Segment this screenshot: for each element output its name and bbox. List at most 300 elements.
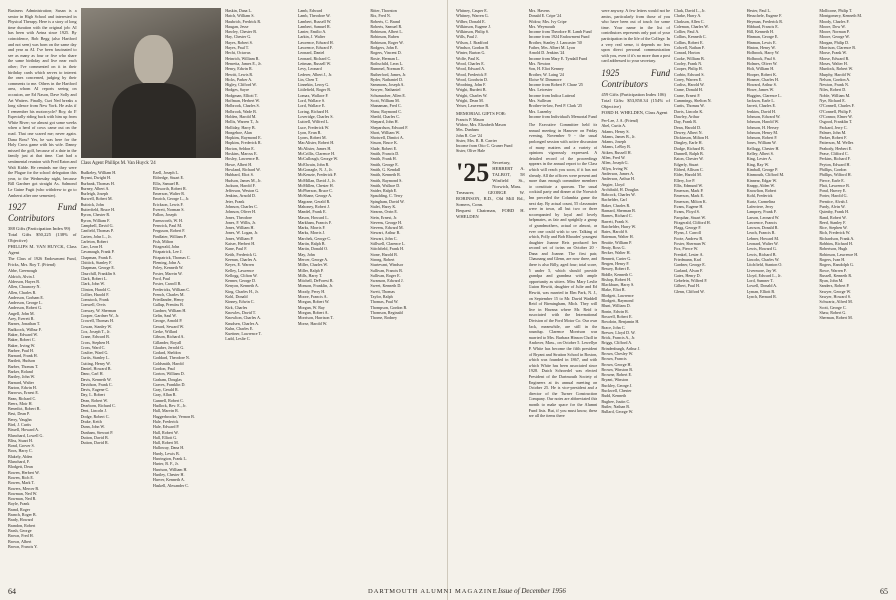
right-column-1 [456,8,525,588]
list-item: Brother, Stanley J. Lancaster '30 [528,39,582,45]
list-item: Graves, Franklin D. [152,381,186,387]
list-item: Son, H. Eliot Kenney [528,66,564,72]
list-item: Robinson, Ruben [370,34,399,40]
list-item: Gordon, Paul [152,365,175,371]
list-item: Bugbee, Justin C. [601,398,631,404]
list-item: Becker, Walter H. [601,250,631,256]
list-item: Corey, Warren E. [674,76,703,82]
list-item: Lord, Wallace S. [297,98,326,104]
list-item: Byron, Chester R. [80,212,111,218]
list-item: Wilson, J. Bradford [456,39,489,45]
list-item: Eldred, Allison C. [674,166,704,172]
list-item: Hall, Marvin R. [152,408,179,414]
list-item: Kaiser, Herbert H. [225,241,256,247]
list-item: Sanders, Robert P. [819,283,850,289]
list-item: Ferguson, Robert F. [152,228,186,234]
list-item: Shaw, Raymond C. [370,108,402,114]
list-item: Brown, Fred H. [8,533,34,539]
page-footer [0,584,896,598]
list-item: Dearborn, Richard C. [80,403,116,409]
list-item: Badkcock, Wilbur F. [8,326,42,332]
list-item: Gunnell, Robert C. [152,397,185,403]
list-item: Thomas, Paul W. [370,299,399,305]
list-item: Comstock, Frank [80,297,109,303]
list-item: Buttrick, John [80,201,104,207]
list-item: Holbrook, Charles S. [225,103,260,109]
list-item: Brick, Francis A., Jr. [601,335,636,341]
list-item: McKenzie, Frederick P. [297,172,337,178]
list-item: Fitzpatrick, Lee J. [152,249,183,255]
list-item: Bowen, Herbert W. [8,469,40,475]
list-item: Horton, Seldon E. [225,145,255,151]
list-item: Brindenburgh, Arthur J. [601,345,641,351]
list-item: Holmes, Oliver W. [746,60,778,66]
list-item: Rogers, Vincent D. [370,50,402,56]
list-item: Baker, Irving W. [8,342,36,348]
list-item: Budd, Kenneth [601,393,627,399]
list-item: Peyton, Edward H. [819,161,851,167]
list-item: Cooper, Gardner W., Jr. [80,313,120,319]
fund-heading-1925: 1925 Fund Contributors [601,67,671,89]
list-item: Clinton, Harold C. [80,286,112,292]
list-item: Bates, Harold S. [601,229,629,235]
list-item: Rodgers, John E. [370,45,399,51]
list-item: Collins, Robert E. [674,39,704,45]
list-item: Barnes, Richard C. [601,213,633,219]
list-item: Lettman, Russell W. [297,60,332,66]
list-item: Morrison, Harrison T. [297,315,334,321]
list-item: Brady, Howard [8,517,33,523]
list-item: Per-Lee, J. A. (Friend) [601,117,639,123]
list-item: Wilber, Donald E. [456,18,486,24]
list-item: Davidson, Frank C. [80,381,113,387]
list-item: Godard, Sheldon [152,350,181,356]
list-item: Emrich, George L., Jr. [152,196,190,202]
list-item: Howe, Albert H. [225,161,253,167]
list-item: O'Connell, Philip F. [819,108,852,114]
list-item: Budkeley, William H. [80,170,117,175]
list-item: Alderson, Hayes B. [8,278,41,284]
list-item: Shedd, Charles C. [370,113,400,119]
list-item: Gilbert, Paul H. [674,283,700,289]
list-item: Lawson, Donald R. [746,225,779,231]
list-item: Boswell, Robert E. [601,313,633,319]
list-item: Brown, Francis [601,356,627,362]
list-item: Martin, Donald O. [297,246,329,252]
list-item: Lewis, Richard B. [746,251,777,257]
list-item: Cowan, Stanley W. [80,323,112,329]
list-item: Lowell, Donald A. [746,283,778,289]
list-item: Lyman, Elliott B. [746,288,776,294]
list-item: Mollicone, Philip T. [819,8,853,13]
class-notes-text: Business Administration; Susan is a senior in High School and interested in Physical Therapy. Here is a story of long time duration with the original job: AI has been with Aetna since 1925. By coincidence, Bob Begg (also Hartford and not seen) was born on the same day and year as AI. I've been fascinated to see as many as four or five who share the same birthday and live near each other; I've commented on it in their birthday cards which serves to interest the ones concerned, judging by their comments to me. Others in the Hartford area, whom AI reports seeing on occasion, are Ed Nason, Dave Solly and Art Watters. Finally, Curt Ned breaks a long silence from New York. He asks if I remember his motorcycle? Boy, do I! Especially riding back with him up from White River; we almost got some weeks when a herd of cows came out on the road. That one scared me; never again. Dana Boss? Yes, he was here for the Holy Cross game with his wife. Danny missed the golf, because of a date in the family just at that time. Curt had a sentimental reunion with Fred Eaton and Walt Kidde. He reminds me they were the Plague for the school delegation this year, to the Wednesday night, because Bill Gardner got straight As. Salmond Le Guine Fugit (who withdrew to go to Amherst after one semester). [8,8,77,198]
list-item: Byron, William F. [80,217,111,223]
list-item: Goddard, Theodore N. [152,355,190,361]
list-item: Higley, Clifford W. [225,82,257,88]
list-item: Hale, Frederick [152,418,179,424]
fund-gifts: 459 Gifts (Participation Index 106) [601,91,666,97]
list-item: Haskin, Dana L. [225,8,253,13]
list-item: Stevens, Edward M. [370,225,404,231]
list-item: Cooper, Philip H. [674,66,703,72]
list-item: Buckwell, Chester [601,388,632,394]
list-item: Mitchell, DeForest B. [297,278,334,284]
list-item: Frenkel, Lester A. [674,251,704,257]
fund-total: Total Gifts: $53,850.34 (154% of Objective) [601,97,671,109]
right-page-number: 65 [880,586,888,596]
list-item: Campbell, David G. [80,222,114,228]
list-item: Fallon, Joseph [152,212,177,218]
list-item: Moore, Dow W. [819,23,846,29]
list-item: Branch, Roger B. [8,512,37,518]
list-item: Cutting, Henry W. [80,360,111,366]
list-item: Dunnell, Ralph B. [674,151,704,157]
list-item: Miller, Ralph P. [297,267,324,273]
list-item: Swanson, Edward J. [370,278,404,284]
name-list [8,268,77,549]
list-item: Thompson, Gordon B. [370,304,408,310]
list-item: Heyman, Frederick R. [746,18,784,24]
list-item: George, Arnold P. [152,318,183,324]
list-item: Mrs. Sullivan [528,98,551,104]
list-item: Arnold D. Jenkins '24 [528,50,565,56]
list-item: Spingham, David W. [370,198,405,204]
list-item: Larson, Leonard W. [746,214,780,220]
list-item: Rogers, Randolph G. [819,262,854,268]
list-item: Robinson, Lawrence H. [819,251,859,257]
list-item: Bowman, Ned W. [8,490,38,496]
list-item: Miller, Charles W. [297,262,328,268]
list-item: Ladd, Leslie C. [225,336,251,342]
list-item: Gibson, Richard A. [152,334,185,340]
list-item: Kinney, Edwin C. [225,299,255,305]
list-item: Holbrook, Paul S. [746,55,777,61]
list-item: Harrington, Frank L. [152,456,188,462]
list-item: Ryan, John M. [819,278,844,284]
list-item: Lawrence, Edward F. [297,45,333,51]
list-item: Litchfield, Stanton O. [746,262,783,268]
list-item: Phillips, Wilford H. [819,172,852,178]
list-item: Cummings, Shelton N. [674,98,712,104]
list-item: Morgan, W. Ray [297,304,325,310]
photo-face [134,35,173,86]
list-item: Brash, George [8,527,32,533]
list-item: Kimball, George P. [746,166,778,172]
list-item: O'Connell, Charles F. [819,103,855,109]
list-item: Winter, Burton G. [456,50,486,56]
list-item: Chapman, Frank E. [80,254,113,260]
list-item: Brace, John C. [601,324,626,330]
list-item: Baker, Edward W. [8,331,38,337]
list-item: Abbe, Greenough [8,268,38,274]
list-item: Yeiser, Lawrence B. [456,103,490,109]
list-item: Hoffman, Herbert W. [225,98,260,104]
list-item: Fox, Pierce W. [674,246,699,252]
list-item: Brandon, Robert [8,522,36,528]
list-item: Emerson, Mark E. [674,193,705,199]
right-column-3 [601,8,670,588]
list-item: Bennett, Carter G. [601,255,632,261]
list-item: Richardson, Frank A. [819,235,855,241]
list-item: Hopkins, Raymond E. [225,135,262,141]
list-item: Archibald, H. Douglas [601,186,639,192]
list-item: Hay, Chester G. [225,34,252,40]
list-item: Ellis, Samuel B. [152,180,180,186]
list-item: Whitney, Warren G. [456,13,489,19]
list-item: Hosmer, Charles H. [746,76,780,82]
list-item: Hubbard, Eliot S. [225,172,254,178]
list-item: Corliss, Harold W. [674,82,705,88]
list-item: Collier, Harold F. [80,291,110,297]
list-item: Dawley, Arthur [674,113,700,119]
list-item: McCullough, George W. [297,156,338,162]
list-item: Curtis, Stanley L. [80,355,110,361]
list-item: Bryant, Dwight H. [80,175,112,181]
list-item: Roberts, C. Brand [370,18,400,24]
list-item: Stewart, Arthur B. [370,230,401,236]
list-item: Peabody, Herbert E. [819,145,853,151]
list-item: Clark, John W. [80,281,105,287]
list-item: Luce, Frederick W. [297,124,330,130]
list-item: Lewis, Howard G. [746,246,777,252]
list-item: Kohl, Donald [225,294,248,300]
list-item: Barker, Roland [8,369,33,375]
list-item: Cooley, Frank N. [674,60,703,66]
list-item: Hudson, James M., Jr. [225,177,262,183]
list-item: Jeter, Frank [225,198,245,204]
class-notes-text: were anyway. A few letters would not be amiss, particularly from those of you who have been out of touch for some time. Your name in the list of contributors represents only part of your participation in the life of the College. In a very real sense, it depends no less upon direct personal communication with you, even if it's no more than a post card addressed to your secretary. [601,8,671,64]
list-item: Mahoney, Robert J. [297,203,330,209]
list-item: Nelson, Gordon A. [819,76,851,82]
list-item: Kelley, Albert S. [746,151,774,157]
list-item: Conrad, Horton [674,50,700,56]
list-item: Sullivan, Roger E. [370,272,401,278]
list-item: Davis, Lincoln K. [674,108,704,114]
list-item: Shotwell, Dimitri A. [370,135,404,141]
list-item: Roberts, Samuel R. [370,23,403,29]
list-item: Clark, David L., Jr. [674,8,706,13]
list-item: Jones, F. Willis, Jr. [225,219,256,225]
list-item: Jefferson, Weston G. [225,188,260,194]
list-item: Harrison, William H. [152,466,188,472]
list-item: Smith, Wallace D. [370,182,401,188]
list-item: Bond, Grover S. [8,443,35,449]
list-item: Allen, Fred W. [601,155,626,161]
list-item: Barnard, Sherman B. [601,207,636,213]
left-column-5 [298,8,367,588]
list-item: Clark, Robert L. [80,275,108,281]
list-item: Murphy, Harold W. [819,71,852,77]
list-item: Bliss, Stuart H. [8,437,34,443]
list-item: Dano, Carl H. [80,371,104,377]
list-item: Bowdoin, Benjamin H. [601,319,640,325]
list-item: Schwartz, Alfred M. [819,299,853,305]
list-item: Linnekin, Leroy G. [297,82,330,88]
list-item: Swett, Thomas [370,288,395,294]
list-item: Biddle, Kenneth C. [601,271,633,277]
list-item: Garland, Alvan F. [674,267,704,273]
list-intro: The Class of 1926 Endowment Fund, Fricks, Mrs. Roy T. (Friend) [8,256,77,267]
list-item: Dickinson, Milton H. [674,135,710,141]
list-item: Bowen, Mark T. [8,480,35,486]
list-item: Eloise W. Dinsmore [528,76,562,82]
list-item: Jackson, Earle L. [746,98,775,104]
list-item: Leach, Francis R. [746,230,776,236]
list-item: Lin, Chen T. [297,76,319,82]
list-item: Murdock, Robert W. [819,66,854,72]
list-item: Blakely, Alden [8,453,33,459]
list-item: Loveridge, Charles S. [297,113,334,119]
list-item: Gebelein, Wilfred F. [674,278,708,284]
magazine-title: DARTMOUTH ALUMNI MAGAZINE [368,587,498,595]
list-item: Short, William W. [370,129,400,135]
list-item: Knudsen, Charles A. [225,320,260,326]
list-item: Lord, Wallace E. [297,103,326,109]
name-list [370,8,439,321]
list-item: Flynn, J. Carroll [674,230,701,236]
list-item: Kohl, Frederick [746,193,773,199]
list-item: Mandel, Frank E. [297,209,327,215]
list-item: Allen, Charles R. [8,289,37,295]
list-item: Hall, Robert M. [152,440,179,446]
list-item: Batchelder, Harry W. [601,223,636,229]
list-item: Lord, Sumner T. [746,278,774,284]
list-item: Donald E. Cripe '24 [528,13,562,19]
list-item: Knowlton, Charles A. [225,315,261,321]
right-column-2 [529,8,598,588]
list-item: Lyon, Evan R. [297,129,322,135]
list-item: Hecht, Octavus [225,50,251,56]
list-item: Kinnear, Edgar W. [746,177,777,183]
list-item: Levy, Leonard [297,66,322,72]
list-item: Hawley, Chester B. [225,29,258,35]
list-item: Palmer, John M. [819,129,847,135]
list-item: Ryder, Nathaniel D. [370,76,404,82]
list-item: Jones, W. Logan, Jr. [225,230,259,236]
list-item: Holt, William H. [746,66,775,72]
list-item: Halloway, Dana H. [152,445,185,451]
list-item: Hinman, Lewis E. [746,39,777,45]
list-item: Morse, Frank W. [819,50,847,56]
list-item: McAlister, James H. [297,145,332,151]
list-item: Haubrich, Fredrick R. [225,18,262,24]
list-item: Rix, Fred N. [370,13,391,19]
list-item: Holbrook, Harry W. [746,50,780,56]
list-item: Johnson, H. Hersey [746,124,779,130]
list-item: Sweet, Kenneth D. [370,283,402,289]
list-item: Mrs. Havens [528,8,550,13]
list-item: Hall, Robert W. [152,429,179,435]
list-item: Kellogg, Chester H. [746,145,780,151]
list-item: Mrs. Leicester [528,87,553,93]
left-column-4 [225,8,294,588]
list-item: Francis P. Mason [456,116,485,122]
list-item: Ellis, Edmund W. [674,182,703,188]
list-item: Platt, Lawrence B. [819,182,850,188]
list-item: Fitzpatrick, Thomas C. [152,254,191,260]
list-item: John R. Coe '24 [456,132,482,138]
list-item: Barbee, Paul H. [8,347,34,353]
list-item: Butterfield, Bruce H. [80,207,116,213]
list-item: Rummel, Norman E. [370,66,405,72]
list-item: Henry, Edwin R. [225,66,253,72]
list-item: Brand, Roger [8,506,31,512]
list-item: Wood, Frederick F. [456,71,488,77]
list-item: Smith, George E. [370,161,399,167]
list-item: Wood, Goodwin D. [456,76,488,82]
list-item: Emerson, Milton K. [674,198,707,204]
list-item: Cross, Ward C. [80,344,106,350]
list-item: Hinton, Henry W. [746,45,776,51]
list-item: Bird, J. Curtis [8,421,31,427]
list-item: Baker, Charles R. [601,202,631,208]
list-item: Lambert, Russell W. [297,18,332,24]
list-item: Davis, Eugene C. [80,387,110,393]
list-item: Gates, Henry D. [674,272,701,278]
list-item: Rand, Robert W. [819,214,847,220]
list-item: Patterson, M. Welles [819,140,854,146]
list-item: Gray, Gerald R. [152,387,179,393]
class-agent-photo [81,8,222,158]
list-item: Haskell, Alexander C. [152,482,190,488]
left-page-number: 64 [8,586,16,596]
list-item: Bachelder, Carl [601,197,627,203]
name-list [601,118,670,415]
list-item: Knowlton, Robert [746,188,777,194]
list-item: Luttrell, Wilfred L. [297,119,330,125]
list-item: Everett, Norman S. [152,207,185,213]
list-item: Taylor, Ralph [370,294,393,300]
list-item: Coulter, Ward G. [80,350,109,356]
name-list [298,8,367,326]
list-item: Sawyer, Howard S. [819,294,852,300]
list-item: May, John [297,251,315,257]
list-item: Income from Otto C. Gruner Fund [456,143,513,149]
list-item: Johnson, Edward W. [746,113,781,119]
name-list [674,8,743,294]
list-item: McCrillis, Clarence H. [297,151,336,157]
list-item: Mrs. Lazenby [528,108,552,114]
list-item: Aldrich, Alvin J. [8,273,36,279]
photo-caption: Class Agent Phillips M. Van Huyck '24 [80,161,156,166]
class-notes-text: The Executive Committee held its annual meeting in Hanover on Friday evening, November 9 - the usual prolonged session with active discussion of many matters and a variety of opinions vigorously expressed. A detailed record of the proceedings appears in the annual report to the Class which will reach you soon, if it has not already. All the officers were present and more than enough committee members to constitute a quorum. The usual cocktail party and dinner at the Norwich Inn preceded the Columbia game the next day. By actual count, 55 classmates were in town, all but two or three accompanied by loyal and lovely helpmates, as fair and sprightly a group of grandmothers, actual or almost, as ever one could wish to see. Talking of which, Polly and Bob Rhoades' youngest daughter Joanne Reis produced her second set of twins on October 20 - Dana and Joanne. The first pair, Chaunang and Glenn, are now three, and there is also Billy, aged four; total score, 5 under 5, which should provide grandpa and grandma with ample opportunity as sitters. Miss Mary Leslie Guion Hewitt, daughter of Julie and Ed Hewitt, was married in Elm Park, N. J., on September 15 to Mr. David Waddell Reid of Birmingham, Mich. They will live in Havana where Mr. Reid is associated with the International Division of the Ford Motor Co. Our own Jack, meanwhile, are still in the roundup. Clarence Morrison was married to Mrs. Barbara Hinson Choll in Andover, Mass., on October 5. Lewellyn P. White has become the fifth president of Bryant and Stratton School in Boston, which was founded in 1867, and with which White has been associated since 1928. Dutch Schroedel was elected President of the Dartmouth Society of Engineers at its annual meeting on October 25. He is vice-president and a director of the Turner Construction Company. Our notes are abbreviated this month to make space for the Alumni Fund lists. But, if you must know, these are all the items there [528,122,598,419]
list-item: Stevens, George H. [370,219,403,225]
list-item: Carten, John L., Jr. [80,233,112,239]
list-item: Stearns, Orrin E. [370,209,398,215]
list-item: Bowman, Ned R. [8,496,37,502]
list-item: Rogers, Ivan H. [819,256,846,262]
list-item: Friedlander, Henry [152,297,184,303]
list-item: McElwain, John R. [297,161,330,167]
list-item: Bissell, Howard A. [8,427,40,433]
list-item: Johnson, Charles C. [225,203,258,209]
list-item: Dodge, Richard B. [674,145,705,151]
list-item: McShane, George A. [297,193,333,199]
list-item: Father, Mrs. Albert M. Lyon [528,45,576,51]
list-item: Prentice, Alvah J. [819,198,849,204]
list-item: Mason, Howard L. [297,214,329,220]
list-item: Fitzgerald, Clifford H. [674,219,711,225]
list-item: Fredericks, William C. [152,286,191,292]
list-item: Knowles, David T. [225,309,256,315]
list-item: Wolfe, Paul K. [456,55,481,61]
list-item: Allyn, Irving W. [601,165,629,171]
list-item: Perkins, Richard F. [819,156,851,162]
list-item: Robertson, Hugh [819,246,848,252]
list-item: Burleigh, Joseph [80,191,109,197]
list-item: Packard, Jerry C. [819,124,848,130]
list-item: Slade, Robert E. [370,145,398,151]
